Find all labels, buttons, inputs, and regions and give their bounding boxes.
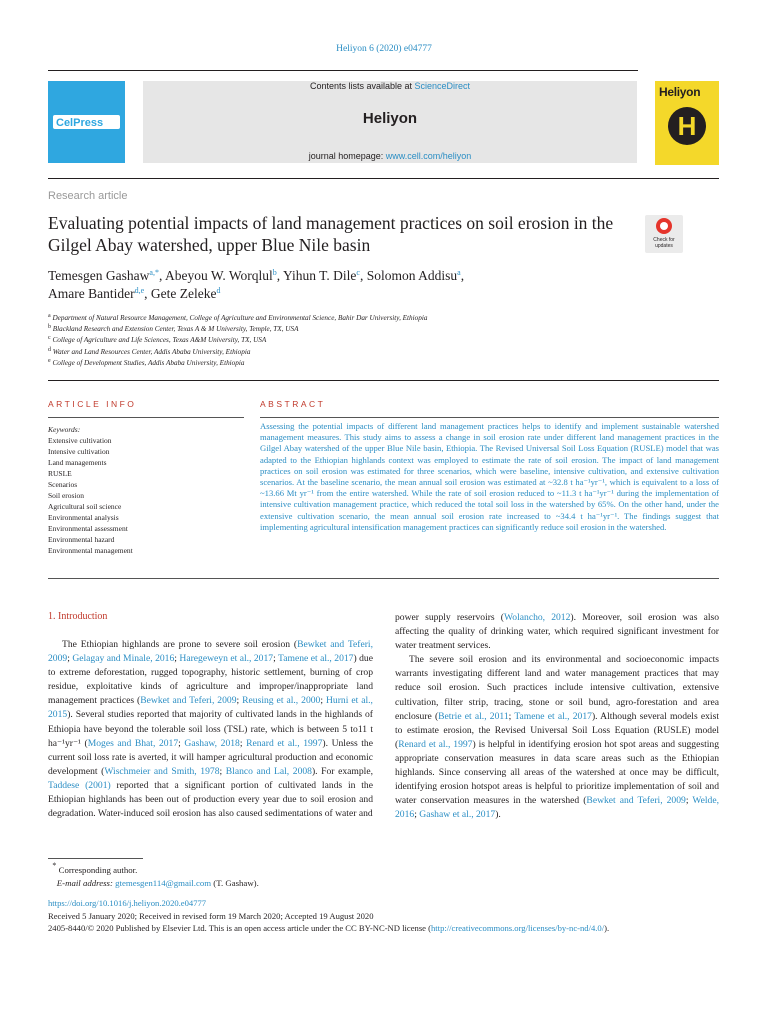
citation-link[interactable]: Tamene et al., 2017 xyxy=(514,710,592,722)
affiliation-item xyxy=(48,335,648,346)
text-run: ; xyxy=(414,809,420,821)
license-prefix: 2405-8440/© 2020 Published by Elsevier Ltd. This is an open access article under the CC BY-NC-ND license ( xyxy=(48,923,431,933)
citation-link[interactable]: Welde, 2016 xyxy=(395,795,720,821)
affiliation-item xyxy=(48,358,648,369)
email-label: E-mail address: xyxy=(56,878,116,888)
author-affiliation-ref[interactable]: b xyxy=(272,268,277,277)
license-suffix: ). xyxy=(604,923,610,933)
author-affiliation-ref[interactable]: d xyxy=(216,286,221,295)
affiliation-text: Water and Land Resources Center, Addis Ababa University, Ethiopia xyxy=(52,347,251,356)
keywords-label: Keywords: xyxy=(48,425,81,434)
abstract-text: Assessing the potential impacts of different land management practices helps to identify and implement sustainable watershed management measures. This study aims to assess a change in soil erosion rate under different land management practices in the Gilgel Abay watershed of the upper Blue Nile basin, Ethiopia. The Revised Universal Soil Loss Equation (RUSLE) model that was adapted to the Ethiopian highlands context was employed to estimate the rate of soil erosion. The impact of land management practices on soil erosion was estimated for three scenarios, which were baseline, intensive cultivation, and extensive cultivation scenarios. At the baseline scenario, the mean annual soil erosion was estimated at ~32.8 t ha⁻¹yr⁻¹, which is equivalent to a loss of ~13.66 Mt yr⁻¹ from the entire watershed. While the rate of soil erosion reduced to ~11.3 t ha⁻¹yr⁻¹ during the implementation of intensive cultivation management practice, which reduced the total soil loss in the watershed by 65%. On the other hand, under the extensive cultivation scenario, the mean annual soil erosion rate increased to ~34.4 t ha⁻¹yr⁻¹. The findings suggest that implementing agricultural intensification management practices can significantly reduce soil erosion in the watershed. xyxy=(260,421,719,532)
contents-line xyxy=(143,81,637,91)
sciencedirect-link[interactable]: ScienceDirect xyxy=(414,81,471,91)
citation-link[interactable]: Wolancho, 2012 xyxy=(504,612,571,623)
email-line xyxy=(48,877,259,890)
text-run: power supply reservoirs ( xyxy=(395,612,505,623)
abstract-heading: ABSTRACT xyxy=(260,399,326,409)
citation-link[interactable]: Renard et al., 1997 xyxy=(398,738,473,750)
affiliation-item xyxy=(48,347,648,358)
affiliation-text: College of Development Studies, Addis Ababa University, Ethiopia xyxy=(52,358,245,367)
updates-icon-center xyxy=(660,222,668,230)
citation-link[interactable]: Bewket and Teferi, 2009 xyxy=(48,639,373,665)
homepage-line xyxy=(143,151,637,161)
keyword: Extensive cultivation xyxy=(48,436,112,445)
cover-title: Heliyon xyxy=(659,85,701,99)
citation-link[interactable]: Gashaw, 2018 xyxy=(184,737,240,749)
keyword: Environmental analysis xyxy=(48,513,119,522)
corresponding-star[interactable]: * xyxy=(154,268,159,277)
affiliation-item xyxy=(48,313,648,324)
author-name[interactable]: Solomon Addisu xyxy=(366,268,458,283)
keyword: Intensive cultivation xyxy=(48,447,110,456)
citation-link[interactable]: Haregeweyn et al., 2017 xyxy=(179,653,274,665)
corresponding-note xyxy=(48,861,259,877)
text-run: ; xyxy=(174,653,180,665)
text-run: ). Although several models exist to estimate erosion, the Revised Universal Soil Loss Equation (RUSLE) model ( xyxy=(395,710,719,750)
affiliation-key: c xyxy=(48,335,51,342)
author-affiliation-ref[interactable]: a xyxy=(457,268,461,277)
corresponding-text: Corresponding author. xyxy=(58,865,138,875)
citation-link[interactable]: Bewket and Teferi, 2009 xyxy=(140,695,237,707)
affiliation-key: b xyxy=(48,324,51,331)
homepage-prefix: journal homepage: xyxy=(308,151,386,161)
citation-link[interactable]: Reusing et al., 2000 xyxy=(242,695,321,707)
footnote xyxy=(48,861,259,890)
citation-link[interactable]: Hurni et al., 2015 xyxy=(48,695,373,721)
introduction-right-column xyxy=(395,611,719,822)
introduction-left-column xyxy=(48,638,373,821)
introduction-paragraph xyxy=(48,638,373,821)
citation-link[interactable]: Wischmeier and Smith, 1978 xyxy=(104,765,220,777)
citation-link[interactable]: Gashaw et al., 2017 xyxy=(419,809,496,821)
affiliation-key: e xyxy=(48,357,51,364)
text-run: ) due to extreme deforestation, rugged topography, historic settlement, burning of crop residue, exploitative kinds of agriculture and improper/inappropriate land management practices ( xyxy=(48,653,373,707)
keyword: Land managements xyxy=(48,458,107,467)
journal-citation-link[interactable]: Heliyon 6 (2020) e04777 xyxy=(336,44,432,54)
citation-link[interactable]: Renard et al., 1997 xyxy=(246,737,323,749)
citation-link[interactable]: Bewket and Teferi, 2009 xyxy=(586,795,686,807)
text-run: ). xyxy=(495,809,501,821)
email-link[interactable]: gtemesgen114@gmail.com xyxy=(115,878,212,888)
footnote-divider xyxy=(48,858,143,859)
license-line xyxy=(48,922,728,935)
article-info-divider xyxy=(48,417,244,418)
affiliations xyxy=(48,313,648,369)
affiliation-text: College of Agriculture and Life Sciences, Texas A&M University, TX, USA xyxy=(52,336,267,345)
article-title: Evaluating potential impacts of land management practices on soil erosion in the Gilgel Abay watershed, upper Blue Nile basin xyxy=(48,213,614,255)
cellpress-logo[interactable] xyxy=(48,81,125,163)
article-type: Research article xyxy=(48,190,128,202)
keyword: Environmental hazard xyxy=(48,535,115,544)
affiliation-key: a xyxy=(48,313,51,319)
affiliation-key: d xyxy=(48,346,51,353)
text-run: reported that a significant portion of cultivated lands in the Ethiopian highlands has been out of production every year due to soil erosion and degradation. Water-induced soil erosion has also caused sedimentations of water and xyxy=(48,779,373,820)
text-run: ). For example, xyxy=(311,765,373,777)
text-run: ). Moreover, soil erosion was also affecting the quality of drinking water, which required significant investment for water treatment services. xyxy=(395,612,720,652)
text-run: The severe soil erosion and its environmental and socioeconomic impacts warrants investigating different land and water management practices that may reduce soil erosion. Such practices include intensive cultivation, extensive cultivation, filter strip, tracing, stone or soil bund, agro-forestation and area enclosure ( xyxy=(395,654,719,722)
author-name[interactable]: Abeyou W. Worqlul xyxy=(164,268,273,283)
top-divider xyxy=(48,70,638,71)
text-run: ; xyxy=(685,795,693,807)
homepage-link[interactable]: www.cell.com/heliyon xyxy=(385,151,472,161)
text-run: ). Unless the current soil loss rate is averted, it will hamper agricultural production and economic development ( xyxy=(48,737,373,777)
keyword: Scenarios xyxy=(48,480,78,489)
doi-link[interactable]: https://doi.org/10.1016/j.heliyon.2020.e04777 xyxy=(48,898,207,908)
journal-banner xyxy=(143,81,637,163)
footnote-star: * xyxy=(52,861,57,870)
citation-link[interactable]: Blanco and Lal, 2008 xyxy=(225,765,312,777)
author-list: Temesgen Gashaw$^{a,*}$, Abeyou W. Worqlul$^b$, Yihun T. Dile$^c$, Solomon Addisu$^a$, Amare Bantider$^{d,e}$, Gete Zeleke$^d$ xyxy=(48,268,465,301)
keyword: Agricultural soil science xyxy=(48,502,122,511)
citation-link[interactable]: Taddese (2001) xyxy=(48,779,111,791)
article-info-heading: ARTICLE INFO xyxy=(48,399,137,409)
header-divider xyxy=(48,178,719,179)
introduction-heading: 1. Introduction xyxy=(48,611,108,622)
journal-name: Heliyon xyxy=(362,110,418,127)
cellpress-logo-text: CelPress xyxy=(56,117,104,129)
author-affiliation-ref[interactable]: d,e xyxy=(134,286,145,295)
affiliations-divider xyxy=(48,380,719,381)
text-run: ) is helpful in identifying erosion hot spot areas and suggesting appropriate conservation measures in data scare areas such as the Ethiopian highlands. Since conserving all areas of the watershed at once may be difficult, identifying erosion hotspot areas is helpful to prioritize implementation of soil and water conservation measures in the watershed ( xyxy=(395,738,720,807)
check-for-updates-badge[interactable] xyxy=(645,215,683,253)
text-run: ; xyxy=(219,765,226,777)
cover-letter: H xyxy=(668,107,706,145)
citation-link[interactable]: Gelagay and Minale, 2016 xyxy=(72,653,175,665)
affiliation-text: Blackland Research and Extension Center, Texas A & M University, Temple, TX, USA xyxy=(52,325,299,334)
keyword: RUSLE xyxy=(48,469,72,478)
received-dates: Received 5 January 2020; Received in revised form 19 March 2020; Accepted 19 August 2020 xyxy=(48,910,374,921)
citation-link[interactable]: Moges and Bhat, 2017 xyxy=(87,737,179,749)
author-affiliation-ref[interactable]: c xyxy=(356,268,360,277)
text-run: ; xyxy=(239,737,247,749)
keyword: Soil erosion xyxy=(48,491,85,500)
author-affiliation-ref[interactable]: a, xyxy=(149,268,155,277)
introduction-paragraph xyxy=(395,653,719,822)
keywords-list xyxy=(48,424,244,556)
journal-cover-image[interactable] xyxy=(655,81,719,165)
text-run: ; xyxy=(273,653,279,665)
email-suffix: (T. Gashaw). xyxy=(211,878,259,888)
check-updates-label: Check for updates xyxy=(653,237,675,249)
text-run: The Ethiopian highlands are prone to severe soil erosion ( xyxy=(62,639,298,650)
author-name[interactable]: Temesgen Gashaw xyxy=(48,268,150,283)
contents-prefix: Contents lists available at xyxy=(309,81,415,91)
citation-link[interactable]: Tamene et al., 2017 xyxy=(278,653,354,665)
journal-citation[interactable] xyxy=(0,44,768,54)
abstract-bottom-divider xyxy=(48,578,719,579)
author-name[interactable]: Yihun T. Dile xyxy=(283,268,357,283)
affiliation-item xyxy=(48,324,648,335)
introduction-paragraph xyxy=(395,611,719,653)
citation-link[interactable]: Betrie et al., 2011 xyxy=(438,710,509,722)
text-run: ; xyxy=(320,695,326,707)
author-name[interactable]: Amare Bantider xyxy=(48,286,135,301)
abstract-divider xyxy=(260,417,719,418)
text-run: ; xyxy=(508,710,515,722)
publication-info xyxy=(48,897,728,935)
license-link[interactable]: http://creativecommons.org/licenses/by-nc-nd/4.0/ xyxy=(431,923,605,933)
text-run: ). Several studies reported that majority of cultivated lands in the highlands of Ethiopia have beyond the tolerable soil loss (TSL) rate, which is between 5 to11 t ha⁻¹yr⁻¹ ( xyxy=(48,709,373,749)
text-run: ; xyxy=(67,653,73,665)
keyword: Environmental management xyxy=(48,546,133,555)
keyword: Environmental assessment xyxy=(48,524,128,533)
text-run: ; xyxy=(236,695,243,707)
affiliation-text: Department of Natural Resource Management, College of Agriculture and Environmental Science, Bahir Dar University, Ethiopia xyxy=(52,314,428,322)
author-name[interactable]: Gete Zeleke xyxy=(150,286,217,301)
text-run: ; xyxy=(178,737,185,749)
